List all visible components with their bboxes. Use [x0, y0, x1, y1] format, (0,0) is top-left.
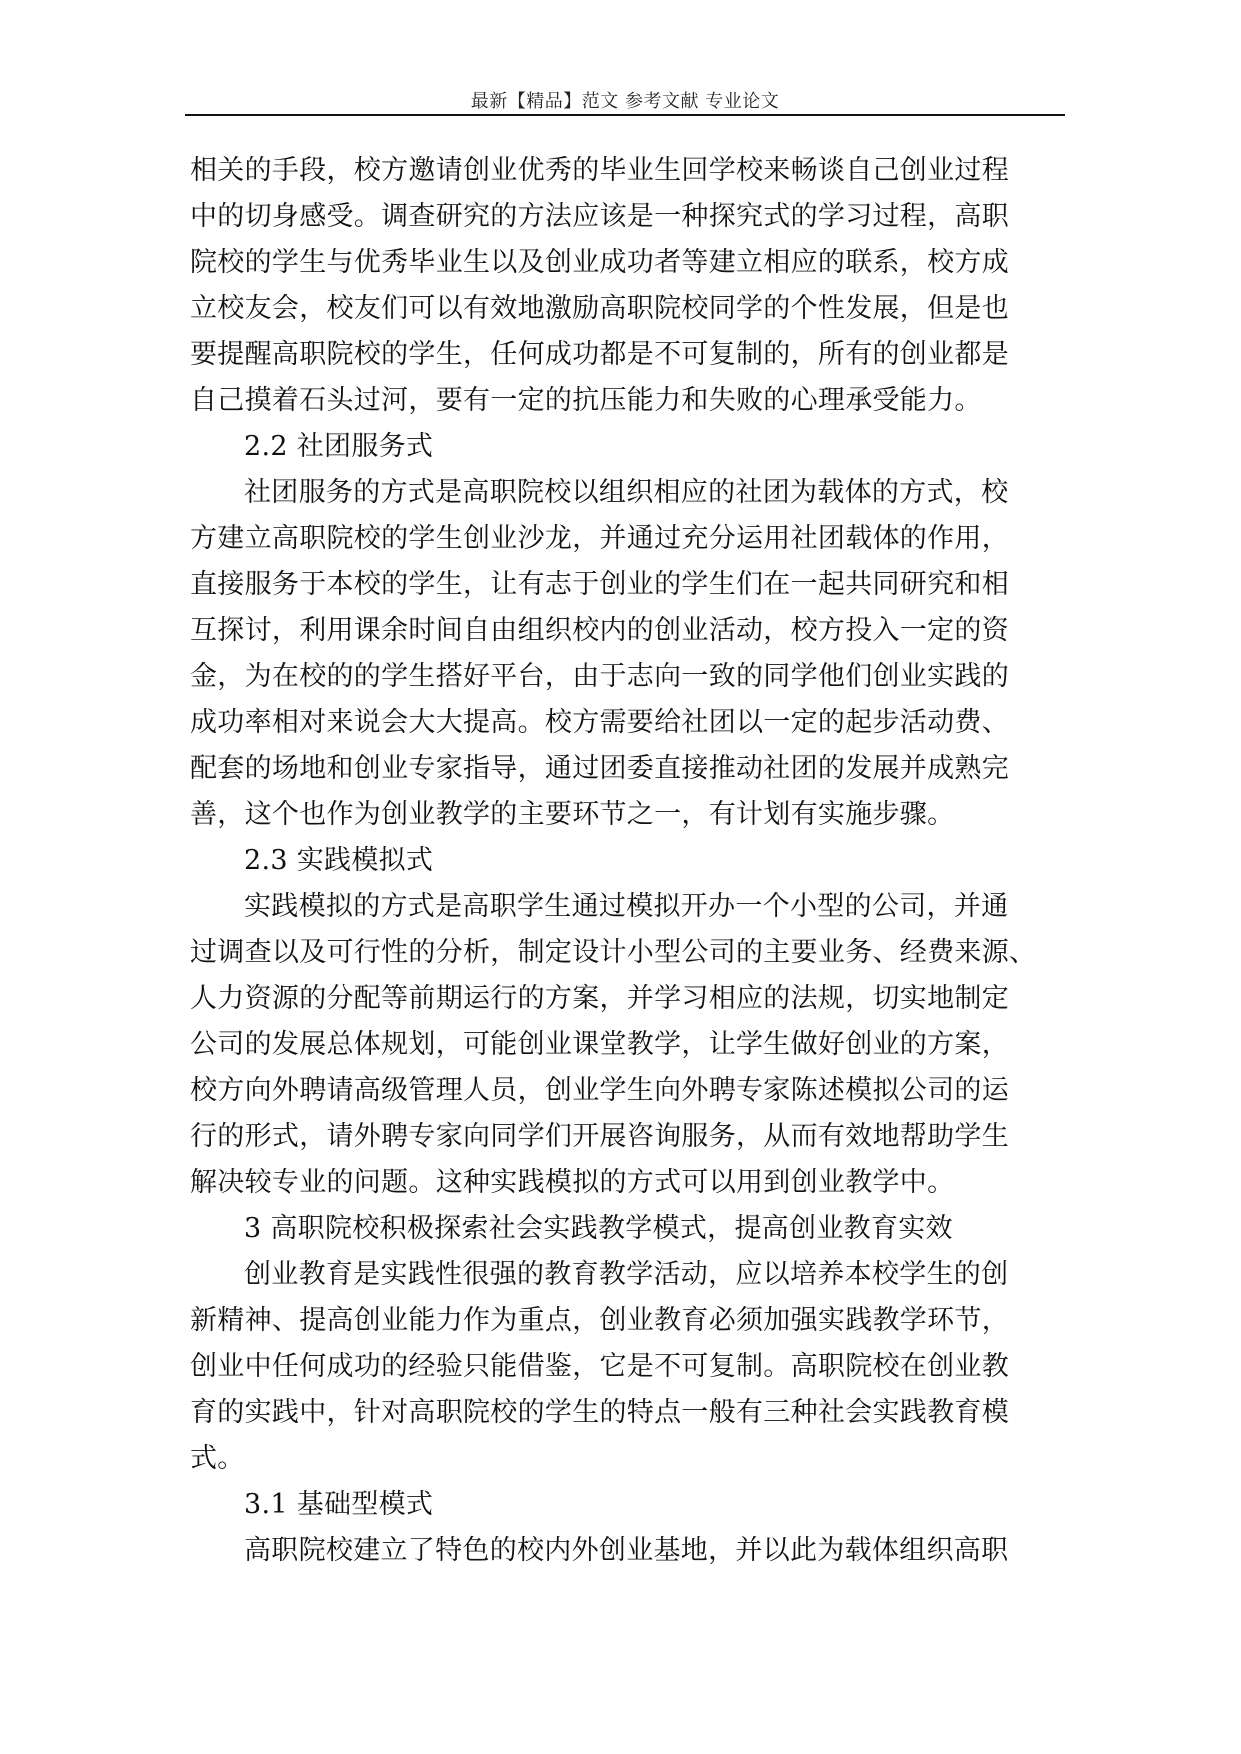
- header-rule: [185, 114, 1065, 116]
- text-line: 善，这个也作为创业教学的主要环节之一，有计划有实施步骤。: [190, 799, 955, 830]
- section-heading: 2.2 社团服务式: [244, 431, 434, 462]
- text-line: 行的形式，请外聘专家向同学们开展咨询服务，从而有效地帮助学生: [190, 1121, 1009, 1152]
- text-line: 方建立高职院校的学生创业沙龙，并通过充分运用社团载体的作用，: [190, 523, 1009, 554]
- paragraph-start: 社团服务的方式是高职院校以组织相应的社团为载体的方式，校: [244, 477, 1009, 508]
- section-heading: 2.3 实践模拟式: [244, 845, 434, 876]
- text-line: 成功率相对来说会大大提高。校方需要给社团以一定的起步活动费、: [190, 707, 1009, 738]
- text-line: 金，为在校的的学生搭好平台，由于志向一致的同学他们创业实践的: [190, 661, 1009, 692]
- paragraph-start: 创业教育是实践性很强的教育教学活动，应以培养本校学生的创: [244, 1259, 1009, 1290]
- text-line: 中的切身感受。调查研究的方法应该是一种探究式的学习过程，高职: [190, 201, 1009, 232]
- section-heading: 3.1 基础型模式: [244, 1489, 434, 1520]
- paragraph-start: 高职院校建立了特色的校内外创业基地，并以此为载体组织高职: [244, 1535, 1009, 1566]
- text-line: 解决较专业的问题。这种实践模拟的方式可以用到创业教学中。: [190, 1167, 955, 1198]
- text-line: 育的实践中，针对高职院校的学生的特点一般有三种社会实践教育模: [190, 1397, 1009, 1428]
- text-line: 过调查以及可行性的分析，制定设计小型公司的主要业务、经费来源、: [190, 937, 1037, 968]
- text-line: 式。: [190, 1443, 245, 1474]
- text-line: 院校的学生与优秀毕业生以及创业成功者等建立相应的联系，校方成: [190, 247, 1009, 278]
- text-line: 新精神、提高创业能力作为重点，创业教育必须加强实践教学环节，: [190, 1305, 1009, 1336]
- text-line: 要提醒高职院校的学生，任何成功都是不可复制的，所有的创业都是: [190, 339, 1009, 370]
- body-text: [190, 148, 1060, 1574]
- text-line: 相关的手段，校方邀请创业优秀的毕业生回学校来畅谈自己创业过程: [190, 155, 1009, 186]
- text-line: 配套的场地和创业专家指导，通过团委直接推动社团的发展并成熟完: [190, 753, 1009, 784]
- text-line: 校方向外聘请高级管理人员，创业学生向外聘专家陈述模拟公司的运: [190, 1075, 1009, 1106]
- section-heading: 3 高职院校积极探索社会实践教学模式，提高创业教育实效: [244, 1213, 953, 1244]
- text-line: 创业中任何成功的经验只能借鉴，它是不可复制。高职院校在创业教: [190, 1351, 1009, 1382]
- text-line: 直接服务于本校的学生，让有志于创业的学生们在一起共同研究和相: [190, 569, 1009, 600]
- text-line: 人力资源的分配等前期运行的方案，并学习相应的法规，切实地制定: [190, 983, 1009, 1014]
- running-header: 最新【精品】范文 参考文献 专业论文: [470, 91, 780, 112]
- text-line: 公司的发展总体规划，可能创业课堂教学，让学生做好创业的方案，: [190, 1029, 1009, 1060]
- text-line: 立校友会，校友们可以有效地激励高职院校同学的个性发展，但是也: [190, 293, 1009, 324]
- text-line: 互探讨，利用课余时间自由组织校内的创业活动，校方投入一定的资: [190, 615, 1009, 646]
- text-line: 自己摸着石头过河，要有一定的抗压能力和失败的心理承受能力。: [190, 385, 982, 416]
- paragraph-start: 实践模拟的方式是高职学生通过模拟开办一个小型的公司，并通: [244, 891, 1009, 922]
